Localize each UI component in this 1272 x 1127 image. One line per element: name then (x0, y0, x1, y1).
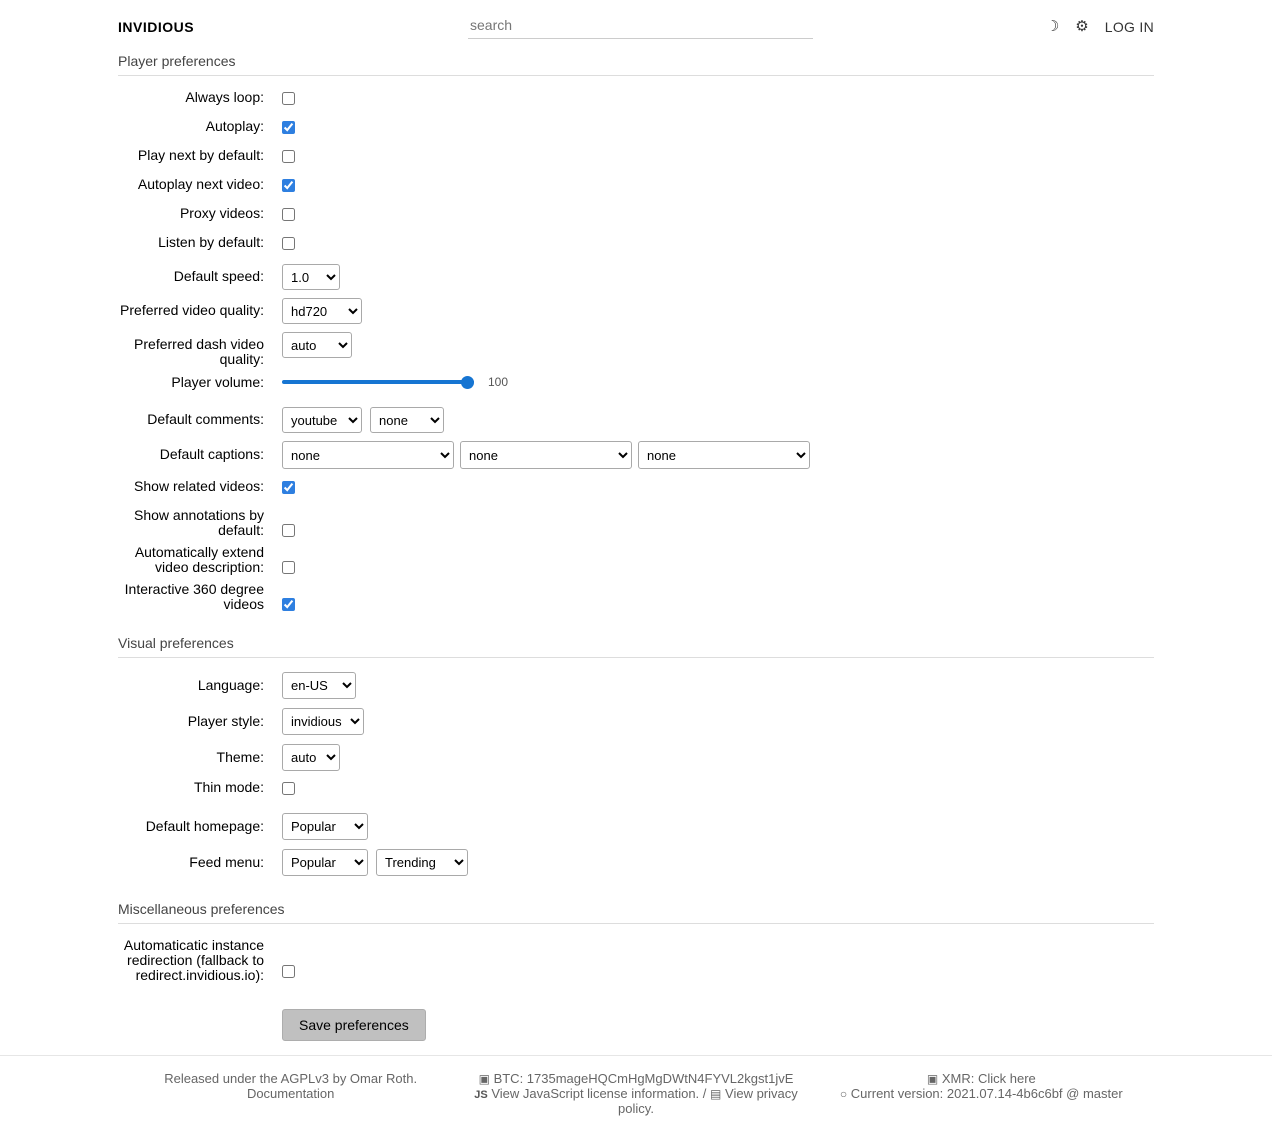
row-play-next (118, 148, 1154, 170)
checkbox-thin-mode[interactable] (282, 782, 295, 795)
row-autoplay (118, 119, 1154, 141)
player-volume-value: 100 (488, 375, 509, 389)
row-preferred-quality (118, 298, 1154, 324)
label-feed-menu: Feed menu: (189, 854, 264, 870)
checkbox-listen-default[interactable] (282, 237, 295, 250)
section-title-player: Player preferences (118, 49, 1154, 76)
footer-btc-link[interactable]: BTC: 1735mageHQCmHgMgDWtN4FYVL2kgst1jvE (493, 1071, 794, 1086)
row-always-loop (118, 90, 1154, 112)
row-default-speed (118, 264, 1154, 290)
book-icon: ▤ (710, 1086, 722, 1101)
gear-icon[interactable]: ⚙ (1075, 18, 1089, 35)
search-bar (468, 14, 813, 39)
label-default-comments: Default comments: (147, 411, 264, 427)
label-player-volume: Player volume: (171, 374, 264, 390)
select-theme[interactable] (282, 744, 340, 771)
checkbox-interactive-360[interactable] (282, 598, 295, 611)
javascript-badge: JS (474, 1088, 488, 1101)
label-autoplay-next: Autoplay next video: (137, 176, 264, 192)
row-language (118, 672, 1154, 699)
label-theme: Theme: (216, 749, 264, 765)
github-icon: ○ (839, 1086, 848, 1101)
select-default-homepage[interactable] (282, 813, 368, 840)
select-default-comments-2[interactable] (370, 407, 444, 433)
preferences-form (0, 49, 1272, 1041)
checkbox-extend-description[interactable] (282, 561, 295, 574)
footer-privacy-link[interactable]: View privacy policy. (618, 1085, 798, 1116)
footer-right (809, 1072, 1154, 1117)
brand-logo[interactable]: INVIDIOUS (118, 18, 195, 35)
row-default-homepage (118, 813, 1154, 840)
select-feed-menu-1[interactable] (282, 849, 368, 876)
footer-left (118, 1072, 463, 1117)
select-feed-menu-2[interactable] (376, 849, 468, 876)
save-row (118, 1009, 1154, 1041)
checkbox-show-related[interactable] (282, 481, 295, 494)
checkbox-proxy-videos[interactable] (282, 208, 295, 221)
footer-js-license-link[interactable]: View JavaScript license information. (491, 1085, 700, 1101)
select-player-style[interactable] (282, 708, 364, 735)
row-show-related (118, 479, 1154, 501)
row-interactive-360 (118, 582, 1154, 612)
footer-license-text: Released under the AGPLv3 by Omar Roth. (164, 1071, 418, 1086)
select-language[interactable] (282, 672, 356, 699)
select-default-captions-1[interactable] (282, 441, 454, 469)
checkbox-play-next[interactable] (282, 150, 295, 163)
select-preferred-quality[interactable] (282, 298, 362, 324)
row-preferred-dash (118, 332, 1154, 367)
save-preferences-button[interactable]: Save preferences (282, 1009, 426, 1041)
navbar (0, 0, 1272, 49)
row-extend-description (118, 545, 1154, 575)
footer-version-link[interactable]: Current version: 2021.07.14-4b6c6bf @ master (850, 1085, 1123, 1101)
checkbox-always-loop[interactable] (282, 92, 295, 105)
row-show-annotations (118, 508, 1154, 538)
select-default-captions-2[interactable] (460, 441, 632, 469)
row-feed-menu (118, 849, 1154, 876)
search-input[interactable] (468, 14, 813, 39)
checkbox-autoplay-next[interactable] (282, 179, 295, 192)
label-preferred-quality: Preferred video quality: (120, 302, 264, 318)
navbar-actions (1046, 19, 1154, 35)
label-default-speed: Default speed: (173, 268, 264, 284)
checkbox-show-annotations[interactable] (282, 524, 295, 537)
row-auto-redirect (118, 938, 1154, 983)
row-thin-mode (118, 780, 1154, 802)
row-player-volume (118, 375, 1154, 397)
moon-icon[interactable]: ☽ (1045, 18, 1060, 35)
select-preferred-dash[interactable] (282, 332, 352, 358)
label-play-next: Play next by default: (137, 147, 264, 163)
monero-icon: ▣ (926, 1072, 939, 1086)
select-default-comments-1[interactable] (282, 407, 362, 433)
footer-separator: / (702, 1085, 707, 1101)
row-proxy-videos (118, 206, 1154, 228)
label-extend-description: Automatically extend video description: (134, 544, 264, 575)
label-show-annotations: Show annotations by default: (134, 507, 264, 538)
label-auto-redirect: Automaticatic instance redirection (fallback to redirect.invidious.io): (123, 937, 264, 983)
row-default-captions (118, 441, 1154, 469)
label-autoplay: Autoplay: (205, 118, 264, 134)
checkbox-autoplay[interactable] (282, 121, 295, 134)
slider-player-volume[interactable] (282, 380, 474, 384)
checkbox-auto-redirect[interactable] (282, 965, 295, 978)
footer (0, 1055, 1272, 1127)
row-default-comments (118, 407, 1154, 433)
login-link[interactable]: LOG IN (1104, 18, 1154, 35)
section-title-visual: Visual preferences (118, 631, 1154, 658)
label-preferred-dash: Preferred dash video quality: (134, 336, 264, 367)
label-proxy-videos: Proxy videos: (179, 205, 264, 221)
label-interactive-360: Interactive 360 degree videos (124, 581, 264, 612)
select-default-speed[interactable] (282, 264, 340, 290)
row-autoplay-next (118, 177, 1154, 199)
bitcoin-icon: ▣ (478, 1072, 490, 1086)
footer-center (463, 1072, 808, 1117)
select-default-captions-3[interactable] (638, 441, 810, 469)
label-default-captions: Default captions: (159, 446, 264, 462)
label-language: Language: (197, 677, 264, 693)
row-player-style (118, 708, 1154, 735)
section-title-misc: Miscellaneous preferences (118, 897, 1154, 924)
label-thin-mode: Thin mode: (193, 779, 264, 795)
row-listen-default (118, 235, 1154, 257)
label-player-style: Player style: (187, 713, 264, 729)
label-show-related: Show related videos: (134, 478, 264, 494)
footer-documentation-link[interactable]: Documentation (246, 1085, 335, 1101)
footer-xmr-link[interactable]: XMR: Click here (941, 1071, 1036, 1086)
label-always-loop: Always loop: (185, 89, 264, 105)
row-theme (118, 744, 1154, 771)
label-listen-default: Listen by default: (158, 234, 264, 250)
label-default-homepage: Default homepage: (145, 818, 264, 834)
